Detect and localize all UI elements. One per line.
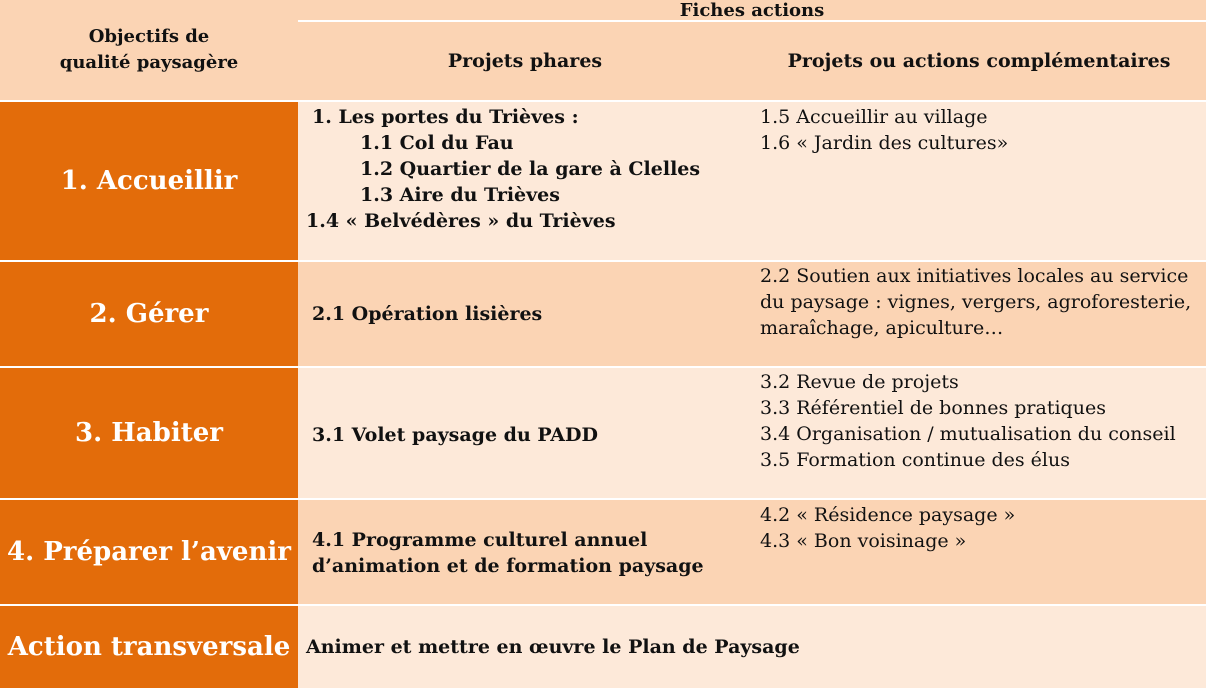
complementaires-item: 4.2 « Résidence paysage »	[760, 504, 1016, 526]
phares-item: 1.2 Quartier de la gare à Clelles	[360, 158, 701, 180]
fiches-actions-header	[298, 0, 1206, 20]
phares-item: 4.1 Programme culturel annuel	[312, 529, 648, 551]
complementaires-item: du paysage : vignes, vergers, agroforesterie,	[760, 291, 1192, 313]
objective-label: 1. Accueillir	[60, 166, 238, 196]
complementaires-item: 2.2 Soutien aux initiatives locales au service	[760, 265, 1189, 287]
objective-preparer-avenir	[0, 500, 298, 604]
phares-item: 1.4 « Belvédères » du Trièves	[306, 210, 616, 232]
complementaires-item: maraîchage, apiculture…	[760, 317, 1004, 339]
complementaires-item: 3.4 Organisation / mutualisation du conseil	[760, 423, 1176, 445]
phares-item: 1. Les portes du Trièves :	[312, 106, 579, 128]
complementaires-cell-2	[752, 262, 1206, 366]
complementaires-cell-4	[752, 500, 1206, 604]
phares-item: d’animation et de formation paysage	[312, 555, 704, 577]
complementaires-cell-3	[752, 368, 1206, 498]
projets-phares-header	[298, 22, 752, 100]
complementaires-item: 3.2 Revue de projets	[760, 371, 959, 393]
phares-cell-3	[298, 368, 752, 498]
objectives-header	[0, 0, 298, 100]
phares-item: 3.1 Volet paysage du PADD	[312, 424, 598, 446]
objective-label: 2. Gérer	[89, 299, 209, 329]
objectives-header-line1: Objectifs de	[88, 26, 210, 47]
objective-action-transversale	[0, 606, 298, 688]
complementaires-item: 1.6 « Jardin des cultures»	[760, 132, 1009, 154]
complementaires-item: 3.5 Formation continue des élus	[760, 449, 1070, 471]
phares-cell-1	[298, 102, 752, 260]
complementaires-item: 1.5 Accueillir au village	[760, 106, 988, 128]
phares-cell-2	[298, 262, 752, 366]
transversal-item: Animer et mettre en œuvre le Plan de Paysage	[306, 636, 800, 658]
objective-label: Action transversale	[7, 632, 291, 662]
fiches-actions-label: Fiches actions	[679, 0, 825, 21]
transversal-cell	[298, 606, 1206, 688]
complementaires-item: 4.3 « Bon voisinage »	[760, 530, 967, 552]
objectives-header-line2: qualité paysagère	[59, 52, 239, 73]
projets-phares-label: Projets phares	[447, 50, 603, 72]
phares-item: 1.1 Col du Fau	[360, 132, 514, 154]
objective-habiter	[0, 368, 298, 498]
objective-label: 4. Préparer l’avenir	[7, 537, 291, 567]
phares-item: 1.3 Aire du Trièves	[360, 184, 560, 206]
complementaires-label: Projets ou actions complémentaires	[787, 50, 1171, 72]
complementaires-header	[752, 22, 1206, 100]
phares-cell-4	[298, 500, 752, 604]
complementaires-cell-1	[752, 102, 1206, 260]
objective-accueillir	[0, 102, 298, 260]
complementaires-item: 3.3 Référentiel de bonnes pratiques	[760, 397, 1106, 419]
objective-label: 3. Habiter	[75, 418, 223, 448]
phares-item: 2.1 Opération lisières	[312, 303, 543, 325]
objective-gerer	[0, 262, 298, 366]
